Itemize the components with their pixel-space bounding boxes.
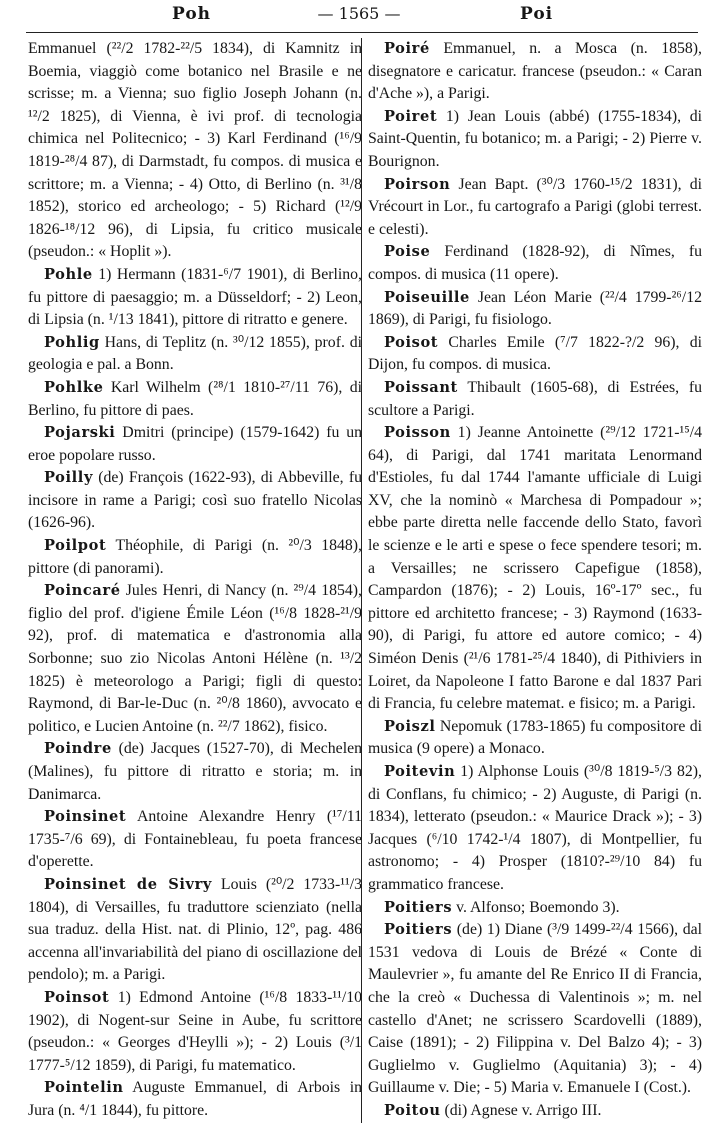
right-column-entry [368, 106, 702, 174]
entry-text: (di) Agnese v. Arrigo III. [444, 1101, 602, 1119]
entry-headword: Poilpot [44, 537, 107, 555]
left-column-entry [28, 987, 362, 1077]
entry-text: 1) Hermann (1831-⁶/7 1901), di Berlino, fu pittore di paesaggio; m. a Düsseldorf; - 2) Leon, di Lipsia (n. ¹/13 1841), pittore di ritratto e genere. [28, 265, 362, 329]
entry-text: Thibault (1605-68), di Estrées, fu scultore a Parigi. [368, 378, 703, 419]
entry-text: Emmanuel, n. a Mosca (n. 1858), disegnatore e caricatur. francese (pseudon.: « Caran d'Ache »), a Parigi. [368, 40, 702, 103]
header-left-guideword: Poh [172, 4, 212, 24]
right-column-entry [368, 287, 702, 332]
left-column-entry [28, 874, 362, 987]
entry-headword: Poincaré [44, 582, 121, 600]
entry-text: Ferdinand (1828-92), di Nîmes, fu compos. di musica (11 opere). [368, 243, 703, 283]
entry-text: Karl Wilhelm (²⁸/1 1810-²⁷/11 76), di Berlino, fu pittore di paes. [28, 378, 362, 419]
entry-headword: Poinsinet [44, 808, 127, 826]
entry-text: 1) Alphonse Louis (³⁰/8 1819-⁵/3 82), di Conflans, fu chimico; - 2) Auguste, di Parigi (n. 1834), letterato (pseudon.: « Maurice Drack »); - 3) Jacques (⁶/10 1742-¹/4 1807), di Montpellier, fu astronomo; - 4) Prosper (1810?-²⁹/10 84) fu grammatico francese. [368, 763, 702, 893]
entry-text: Emmanuel (²²/2 1782-²²/5 1834), di Kamnitz in Boemia, viaggiò come botanico nel Brasile e ne scrisse; m. a Vienna; suo figlio Joseph Johann (n. ¹²/2 1825), di Vienna, è ivi prof. di tecnologia chimica nel Politecnico; - 3) Karl Ferdinand (¹⁶/9 1819-²⁸/4 87), di Darmstadt, fu compos. di musica e scrittore; m. a Vienna; - 4) Otto, di Berlino (n. ³¹/8 1852), storico ed archeologo; - 5) Richard (¹²/9 1826-¹⁸/12 96), di Lipsia, fu critico musicale (pseudon.: « Hoplit »). [28, 40, 362, 261]
right-column-entry [368, 377, 702, 422]
entry-headword: Poitiers [384, 898, 453, 916]
entry-headword: Poiret [384, 107, 438, 125]
left-column [28, 38, 362, 1123]
entry-text: Jules Henri, di Nancy (n. ²⁹/4 1854), figlio del prof. d'igiene Émile Léon (¹⁶/8 1828-²¹/9 92), prof. di matematica e d'astronomia alla Sorbonne; suo zio Nicolas Antoni Hélène (n. ¹³/2 1825) è meteorologo a Parigi; figli di questo: Raymond, di Bar-le-Duc (n. ²⁰/8 1860), avvocato e politico, e Lucien Antoine (n. ²²/7 1862), fisico. [28, 582, 362, 735]
left-column-entry [28, 580, 362, 738]
entry-text: Antoine Alexandre Henry (¹⁷/11 1735-⁷/6 69), di Fontainebleau, fu poeta francese d'operette. [28, 808, 362, 871]
left-column-entry [28, 38, 362, 264]
entry-headword: Poitiers [384, 921, 453, 939]
entry-text: Hans, di Teplitz (n. ³⁰/12 1855), prof. di geologia e pal. a Bonn. [28, 333, 363, 374]
entry-headword: Poise [384, 243, 431, 261]
column-divider [361, 38, 362, 1123]
entry-text: Théophile, di Parigi (n. ²⁰/3 1848), pittore (di panorami). [28, 537, 362, 577]
entry-headword: Poisson [384, 424, 451, 442]
entry-headword: Pojarski [44, 424, 116, 442]
page-number: — 1565 — [317, 4, 401, 23]
left-column-entry [28, 1077, 362, 1122]
right-column-entry [368, 761, 702, 897]
right-column-entry [368, 332, 702, 377]
entry-headword: Poiseuille [384, 288, 470, 306]
entry-text: 1) Jean Louis (abbé) (1755-1834), di Saint-Quentin, fu botanico; m. a Parigi; - 2) Pierre v. Bourignon. [368, 107, 702, 170]
entry-text: v. Alfonso; Boemondo 3). [456, 898, 620, 916]
right-column-entry [368, 241, 702, 286]
entry-text: Nepomuk (1783-1865) fu compositore di musica (9 opere) a Monaco. [368, 717, 702, 758]
entry-text: Charles Emile (⁷/7 1822-?/2 96), di Dijon, fu compos. di musica. [368, 333, 702, 374]
left-column-entry [28, 264, 362, 332]
entry-headword: Poisot [384, 333, 439, 351]
entry-text: Louis (²⁰/2 1733-¹¹/3 1804), di Versailles, fu traduttore scienziato (nella sua traduz. della Hist. nat. di Plinio, 12º, pag. 486 accenna all'invariabilità del piano di oscillazione del pendolo); m. a Parigi. [28, 875, 362, 984]
right-column-entry [368, 897, 702, 920]
entry-text: Jean Bapt. (³⁰/3 1760-¹⁵/2 1831), di Vrécourt in Lor., fu cartografo a Parigi (globi terrest. e celesti). [368, 175, 702, 238]
left-column-entry [28, 738, 362, 806]
entry-headword: Pohlig [44, 333, 100, 351]
entry-headword: Poirson [384, 175, 451, 193]
entry-text: (de) Jacques (1527-70), di Mechelen (Malines), fu pittore di ritratto e storia; m. in Danimarca. [28, 740, 362, 803]
entry-headword: Poissant [384, 378, 458, 396]
right-column-entry [368, 1100, 702, 1123]
entry-headword: Poilly [44, 469, 94, 487]
entry-headword: Poindre [44, 740, 112, 758]
left-column-entry [28, 422, 362, 467]
left-column-entry [28, 467, 362, 535]
entry-headword: Pohlke [44, 378, 104, 396]
entry-text: 1) Edmond Antoine (¹⁶/8 1833-¹¹/10 1902), di Nogent-sur Seine in Aube, fu scrittore (pseudon.: « Georges d'Heylli »); - 2) Louis (³/1 1777-⁵/12 1859), di Parigi, fu matematico. [28, 988, 363, 1074]
header-rule [26, 32, 698, 33]
right-column-entry [368, 716, 702, 761]
right-column [368, 38, 702, 1123]
entry-headword: Poiszl [384, 717, 436, 735]
entry-headword: Poinsinet de Sivry [44, 875, 212, 893]
entry-text: (de) François (1622-93), di Abbeville, fu incisore in rame a Parigi; così suo fratello Nicolas (1626-96). [28, 469, 362, 532]
right-column-entry [368, 38, 702, 106]
header-right-guideword: Poi [520, 4, 554, 24]
left-column-entry [28, 332, 362, 377]
left-column-entry [28, 806, 362, 874]
page-header [0, 4, 718, 30]
entry-headword: Poitou [384, 1101, 441, 1119]
entry-headword: Pointelin [44, 1079, 124, 1097]
left-column-entry [28, 535, 362, 580]
entry-text: (de) 1) Diane (³/9 1499-²²/4 1566), dal 1531 vedova di Louis de Brézé « Conte di Maulevrier », fu amante del Re Enrico II di Francia, che la creò « Duchessa di Valentinois »; m. nel castello d'Anet; ne scrissero Scardovelli (1889), Caise (1891); - 2) Filippina v. Del Balzo 4); - 3) Guglielmo v. Guglielmo (Aquitania) 3); - 4) Guillaume v. Die; - 5) Maria v. Emanuele I (Cost.). [368, 921, 702, 1097]
entry-text: Jean Léon Marie (²²/4 1799-²⁶/12 1869), di Parigi, fu fisiologo. [368, 288, 702, 329]
entry-headword: Pohle [44, 265, 93, 283]
entry-headword: Poinsot [44, 988, 110, 1006]
entry-headword: Poiré [384, 40, 430, 57]
right-column-entry [368, 919, 702, 1100]
right-column-entry [368, 174, 702, 242]
entry-text: 1) Jeanne Antoinette (²⁹/12 1721-¹⁵/4 64), di Parigi, dal 1741 maritata Lenormand d'Estioles, fu dal 1744 l'amante ufficiale di Luigi XV, che la nominò « Marchesa di Pompadour »; ebbe parte diretta nelle faccende dello Stato, favorì le scienze e le arti e spese o fece spendere tesori; m. a Versailles; ne scrissero Capefigue (1858), Campardon (1876); - 2) Louis, 16º-17º sec., fu pittore ed architetto francese; - 3) Raymond (1633-90), di Parigi, fu attore ed autore comico; - 4) Siméon Denis (²¹/6 1781-²⁵/4 1840), di Pithiviers in Loiret, da Napoleone I fatto Barone e dal 1837 Pari di Francia, fu celebre matemat. e fisico; m. a Parigi. [368, 424, 702, 713]
entry-text: Auguste Emmanuel, di Arbois in Jura (n. ⁴/1 1844), fu pittore. [28, 1079, 362, 1119]
left-column-entry [28, 377, 362, 422]
right-column-entry [368, 422, 702, 716]
entry-text: Dmitri (principe) (1579-1642) fu un eroe popolare russo. [28, 424, 363, 464]
entry-headword: Poitevin [384, 763, 456, 780]
